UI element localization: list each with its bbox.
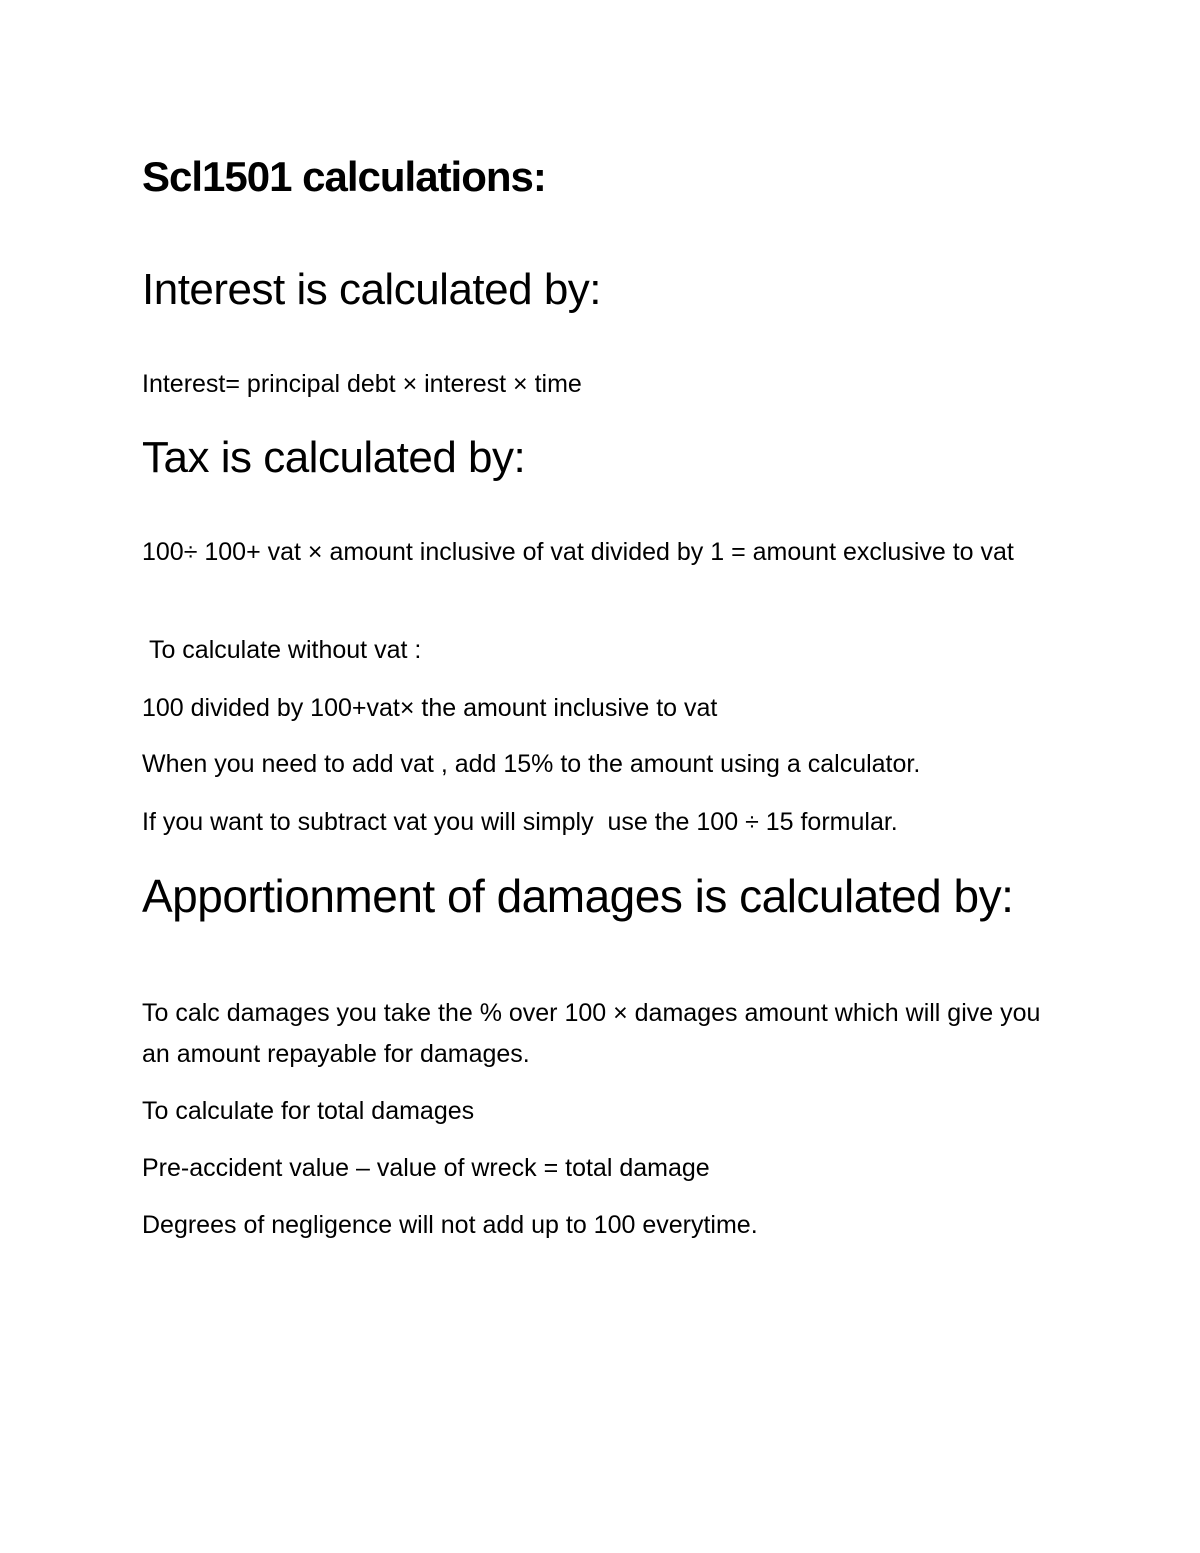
- tax-formula-exclusive: 100÷ 100+ vat × amount inclusive of vat divided by 1 = amount exclusive to vat: [142, 538, 1014, 566]
- tax-heading: Tax is calculated by:: [142, 433, 526, 482]
- total-damages-formula: Pre-accident value – value of wreck = total damage: [142, 1154, 710, 1182]
- damages-formula: To calc damages you take the % over 100 × damages amount which will give you an amount repayable for damages.: [142, 999, 1048, 1068]
- interest-heading: Interest is calculated by:: [142, 265, 602, 314]
- total-damages-label: To calculate for total damages: [142, 1097, 475, 1125]
- tax-add-vat-note: When you need to add vat , add 15% to the amount using a calculator.: [142, 750, 921, 778]
- interest-formula: Interest= principal debt × interest × time: [142, 370, 582, 398]
- document-title: Scl1501 calculations:: [142, 153, 546, 200]
- damages-heading: Apportionment of damages is calculated by:: [142, 870, 1014, 922]
- negligence-note: Degrees of negligence will not add up to 100 everytime.: [142, 1211, 758, 1239]
- tax-without-vat-formula: 100 divided by 100+vat× the amount inclusive to vat: [142, 694, 718, 722]
- tax-without-vat-label: To calculate without vat :: [142, 636, 422, 664]
- tax-subtract-vat-note: If you want to subtract vat you will simply use the 100 ÷ 15 formular.: [142, 808, 898, 836]
